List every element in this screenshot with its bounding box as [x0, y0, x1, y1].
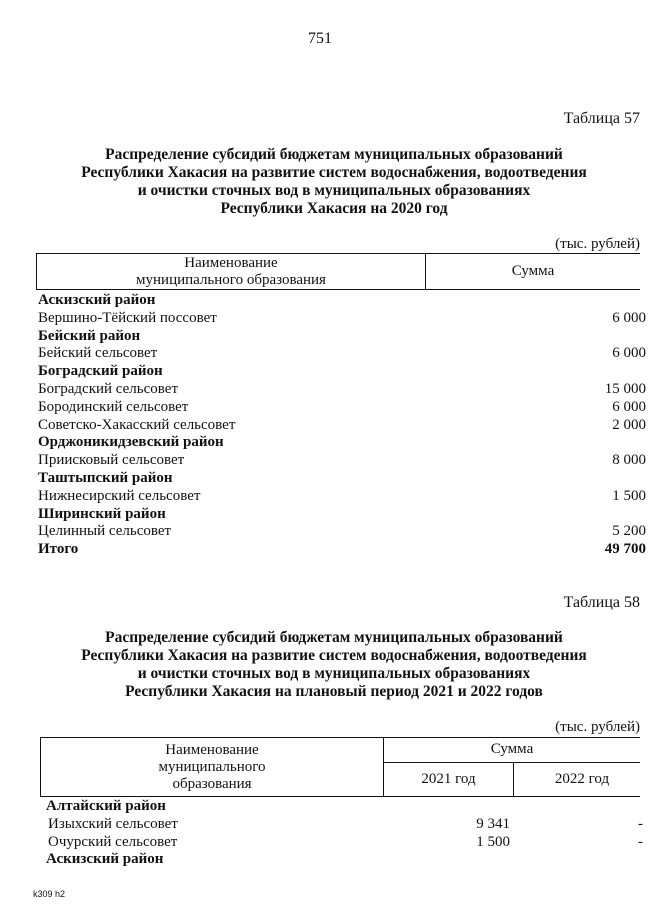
header-name-line: муниципального	[158, 759, 266, 775]
title-line: и очистки сточных вод в муниципальных образованиях	[137, 182, 531, 199]
table-row-value-2021: 9 341	[476, 815, 510, 832]
table-row-value: 6 000	[612, 309, 646, 326]
district-heading: Бейский район	[38, 327, 141, 344]
header-sum-cell: Сумма	[511, 263, 555, 279]
table-row-name: Приисковый сельсовет	[38, 452, 185, 469]
table-58-label: Таблица 58	[563, 594, 640, 611]
table-57-label: Таблица 57	[563, 110, 640, 127]
title-line: Республики Хакасия на плановый период 2021 и 2022 годов	[125, 683, 543, 700]
table-row-name: Изыхский сельсовет	[48, 815, 178, 832]
table-57-units: (тыс. рублей)	[555, 236, 640, 252]
district-heading: Орджоникидзевский район	[38, 434, 224, 451]
table-row-value: 8 000	[612, 452, 646, 469]
table-row-value-2022: -	[638, 833, 643, 850]
table-row-value: 49 700	[604, 541, 646, 558]
table-row-name: Целинный сельсовет	[38, 523, 172, 540]
table-57-title	[0, 146, 668, 218]
table-row-value: 15 000	[604, 381, 646, 397]
table-row-value: 2 000	[612, 416, 646, 433]
header-name-line: образования	[172, 776, 252, 792]
header-year-2022: 2022 год	[554, 771, 610, 787]
title-line: Республики Хакасия на 2020 год	[220, 200, 448, 217]
header-top-border	[36, 253, 640, 254]
page-number: 751	[308, 30, 332, 47]
district-heading: Аскизский район	[38, 292, 156, 308]
title-line: Республики Хакасия на развитие систем водоснабжения, водоотведения	[81, 647, 587, 664]
table-row-value: 6 000	[612, 398, 646, 415]
header-name-cell	[37, 255, 425, 289]
header-name-line: муниципального образования	[136, 272, 326, 288]
table-row-value: 6 000	[612, 345, 646, 362]
header-year-2021: 2021 год	[421, 771, 476, 787]
district-heading: Итого	[38, 541, 79, 558]
header-mid-border	[383, 762, 640, 763]
table-row-name: Советско-Хакасский сельсовет	[38, 416, 236, 433]
header-top-border	[40, 737, 640, 738]
header-name-line: Наименование	[165, 742, 259, 758]
footer-code: k309 h2	[33, 889, 66, 899]
table-58-units: (тыс. рублей)	[555, 719, 640, 735]
table-row-name: Бейский сельсовет	[38, 345, 158, 362]
title-line: и очистки сточных вод в муниципальных образованиях	[137, 665, 531, 682]
header-name-cell	[41, 742, 383, 793]
header-name-line: Наименование	[184, 255, 278, 271]
district-heading: Таштыпский район	[38, 470, 173, 486]
table-row-value: 1 500	[612, 487, 646, 504]
table-row-name: Боградский сельсовет	[38, 381, 178, 397]
district-heading: Аскизский район	[46, 851, 164, 868]
title-line: Республики Хакасия на развитие систем водоснабжения, водоотведения	[81, 164, 587, 181]
table-58-title	[0, 629, 668, 701]
title-line: Распределение субсидий бюджетам муниципальных образований	[105, 629, 563, 646]
table-row-value-2021: 1 500	[476, 833, 510, 850]
district-heading: Ширинский район	[38, 505, 166, 522]
table-row-name: Очурский сельсовет	[48, 833, 178, 850]
table-row-name: Вершино-Тёйский поссовет	[38, 309, 217, 326]
district-heading: Алтайский район	[46, 798, 166, 814]
header-bottom-border	[36, 289, 640, 290]
table-row-name: Бородинский сельсовет	[38, 398, 189, 415]
header-bottom-border	[40, 796, 640, 797]
district-heading: Боградский район	[38, 363, 163, 380]
table-row-name: Нижнесирский сельсовет	[38, 487, 201, 504]
table-row-value-2022: -	[638, 815, 643, 832]
title-line: Распределение субсидий бюджетам муниципальных образований	[105, 146, 563, 163]
header-sum-cell: Сумма	[490, 741, 534, 757]
table-row-value: 5 200	[612, 523, 646, 540]
